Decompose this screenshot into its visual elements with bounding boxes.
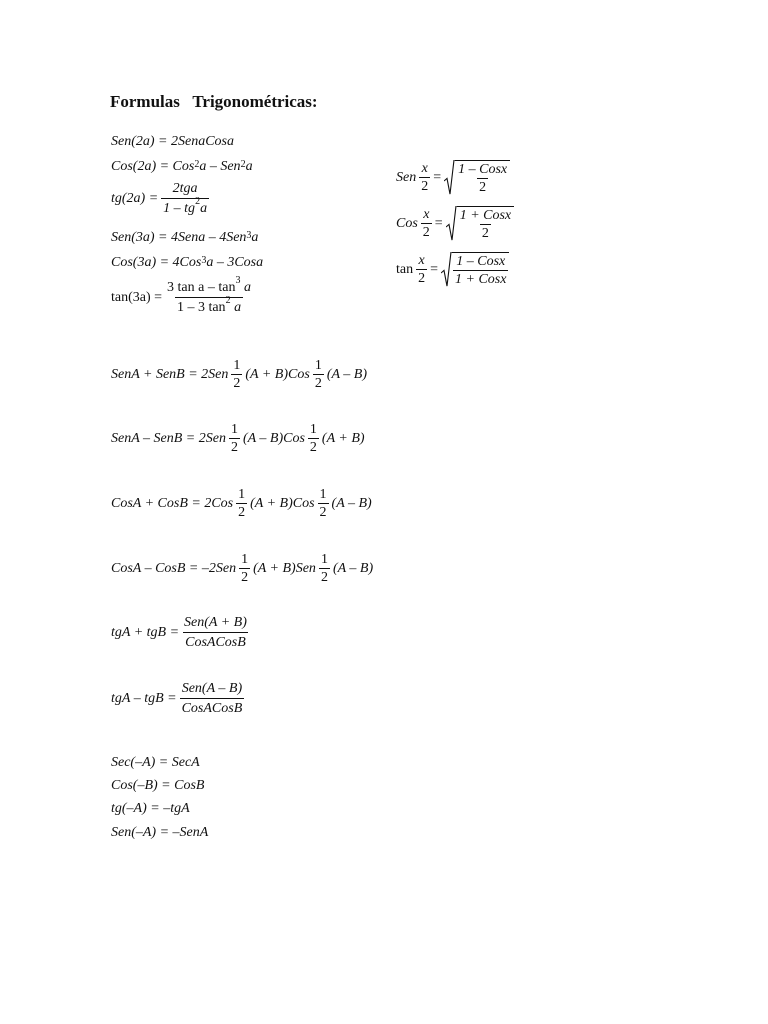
formula-sen-3a: Sen(3a) = 4Sena – 4Sen $^3$ a [111,230,259,245]
formula-sen-neg: Sen(–A) = –SenA [111,825,209,840]
formula-cos-half: Cos $\frac{x}{2}$ = $\frac{\text{1 + Cosx}}{2}$ [396,206,514,241]
page-title: Formulas Trigonométricas: [110,92,318,111]
formula-tan-half: tan $\frac{x}{2}$ = $\frac{\text{1 – Cosx}}{\text{1 + Cosx}}$ [396,252,509,287]
formula-sec-neg: Sec(–A) = SecA [111,755,200,770]
sqrt-tan-half: $\frac{\text{1 – Cosx}}{\text{1 + Cosx}}$ [441,252,509,287]
formula-cos-diff: CosA – CosB = –2Sen $\frac{1}{2}$ (A + B)Sen $\frac{1}{2}$ (A – B) [111,552,374,585]
sqrt-sen-half: $\frac{\text{1 – Cosx}}{2}$ [444,160,510,195]
formula-sen-2a: Sen(2a) = 2SenaCosa [111,134,234,149]
sqrt-cos-half: $\frac{\text{1 + Cosx}}{2}$ [446,206,514,241]
formula-cos-2a: Cos(2a) = Cos $^2$ a – Sen $^2$ a [111,159,253,174]
formula-sen-sum: SenA + SenB = 2Sen $\frac{1}{2}$ (A + B)Cos $\frac{1}{2}$ (A – B) [111,358,367,391]
formula-sen-half: Sen $\frac{x}{2}$ = $\frac{\text{1 – Cosx}}{2}$ [396,160,510,195]
formula-cos-3a: Cos(3a) = 4Cos $^3$ a – 3Cosa [111,255,264,270]
formula-cos-sum: CosA + CosB = 2Cos $\frac{1}{2}$ (A + B)Cos $\frac{1}{2}$ (A – B) [111,487,372,520]
formula-sen-diff: SenA – SenB = 2Sen $\frac{1}{2}$ (A – B)Cos $\frac{1}{2}$ (A + B) [111,422,365,455]
formula-tan-3a: tan(3a) = $\frac{3 \tan a - \tan^3 a}{1 - 3 \tan^2 a}$ [111,275,251,315]
formula-tg-diff: tgA – tgB = $\frac{\text{Sen(A – B)}}{\text{CosACosB}}$ [111,681,243,716]
formula-tg-2a: tg(2a) = $\frac{\text{2tga}}{1 - tg^2a}$ [111,181,208,216]
fraction-tg-2a: $\frac{\text{2tga}}{1 - tg^2a}$ [163,181,208,216]
fraction-tan-3a: $\frac{3 \tan a - \tan^3 a}{1 - 3 \tan^2 a}$ [167,275,251,315]
formula-cos-neg: Cos(–B) = CosB [111,778,205,793]
formula-tg-sum: tgA + tgB = $\frac{\text{Sen(A + B)}}{\text{CosACosB}}$ [111,615,247,650]
formula-tg-neg: tg(–A) = –tgA [111,801,190,816]
